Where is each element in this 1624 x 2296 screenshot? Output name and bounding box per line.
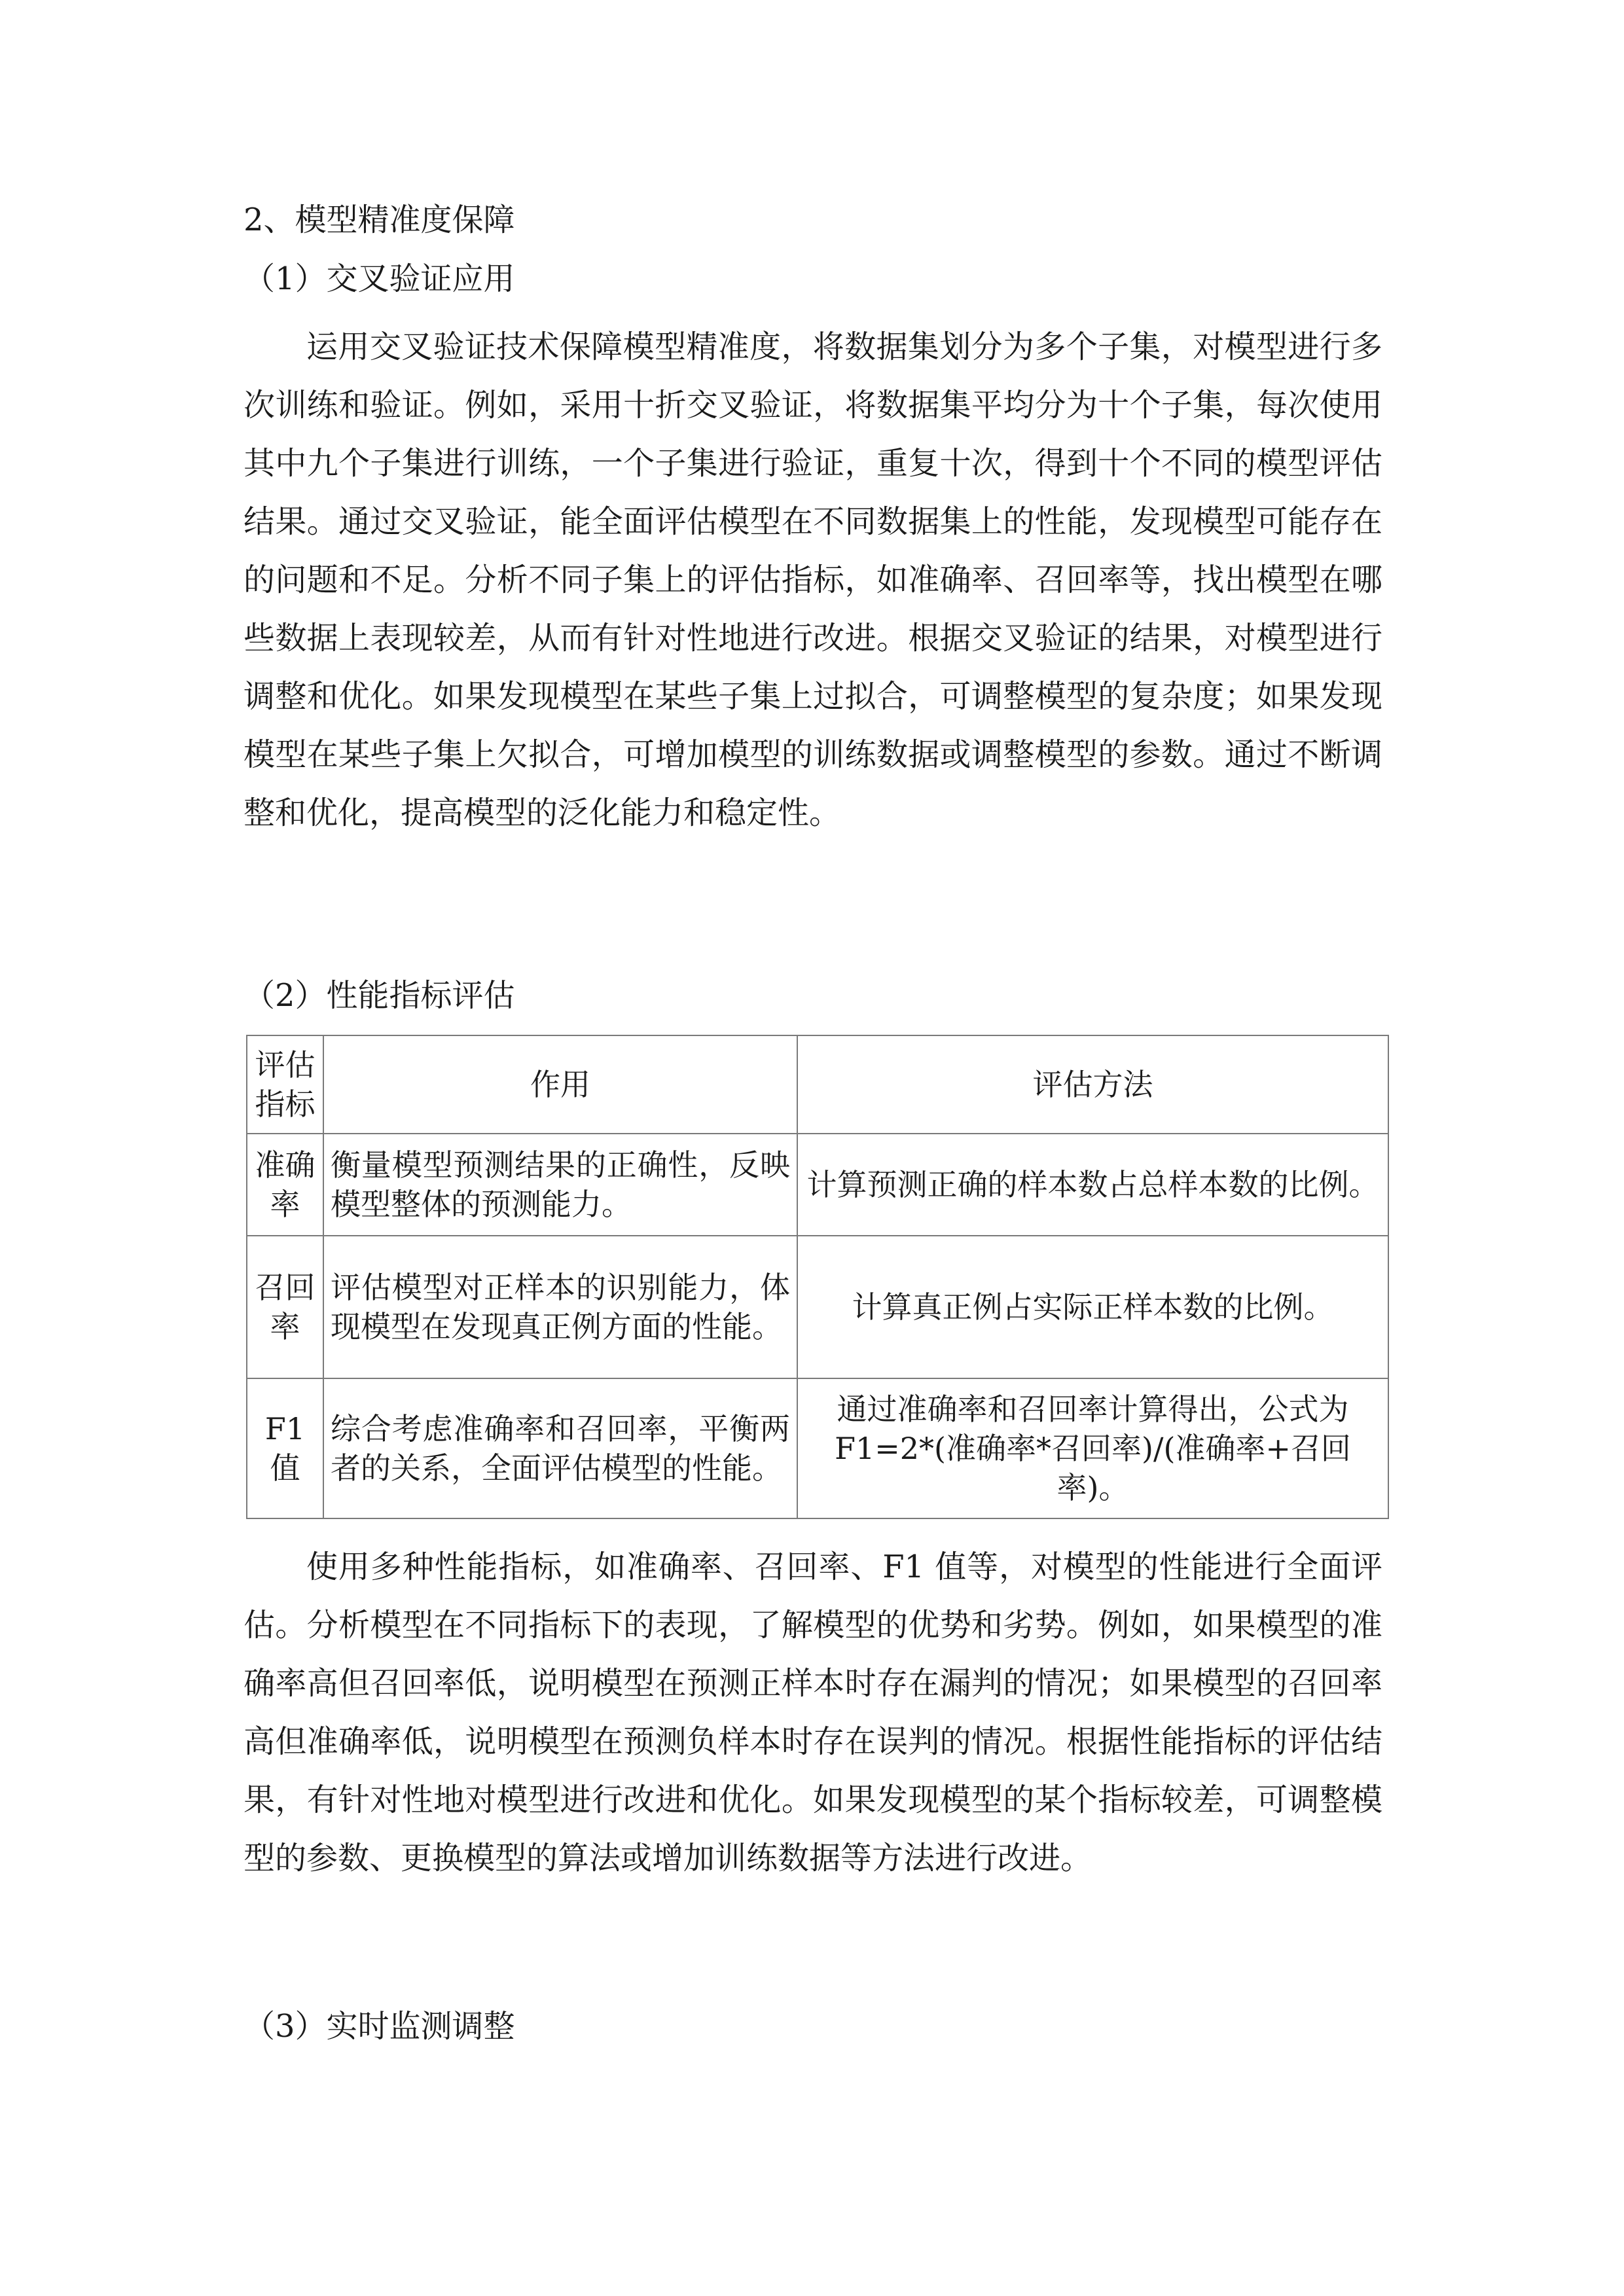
- table-row: [247, 1236, 1388, 1378]
- paragraph-cross-validation: 运用交叉验证技术保障模型精准度，将数据集划分为多个子集，对模型进行多次训练和验证。例如，采用十折交叉验证，将数据集平均分为十个子集，每次使用其中九个子集进行训练，一个子集进行验证，重复十次，得到十个不同的模型评估结果。通过交叉验证，能全面评估模型在不同数据集上的性能，发现模型可能存在的问题和不足。分析不同子集上的评估指标，如准确率、召回率等，找出模型在哪些数据上表现较差，从而有针对性地进行改进。根据交叉验证的结果，对模型进行调整和优化。如果发现模型在某些子集上过拟合，可调整模型的复杂度；如果发现模型在某些子集上欠拟合，可增加模型的训练数据或调整模型的参数。通过不断调整和优化，提高模型的泛化能力和稳定性。: [244, 329, 1382, 831]
- subsection-title-realtime-monitoring: （3）实时监测调整: [244, 2008, 515, 2045]
- cell-effect: 综合考虑准确率和召回率，平衡两者的关系，全面评估模型的性能。: [323, 1378, 797, 1518]
- cell-method: 计算真正例占实际正样本数的比例。: [797, 1236, 1388, 1378]
- section-title: 2、模型精准度保障: [244, 202, 515, 238]
- table-row: [247, 1378, 1388, 1518]
- cell-effect: 评估模型对正样本的识别能力，体现模型在发现真正例方面的性能。: [323, 1236, 797, 1378]
- cell-effect: 衡量模型预测结果的正确性，反映模型整体的预测能力。: [323, 1134, 797, 1236]
- paragraph-performance-metrics: 使用多种性能指标，如准确率、召回率、F1 值等，对模型的性能进行全面评估。分析模型在不同指标下的表现，了解模型的优势和劣势。例如，如果模型的准确率高但召回率低，说明模型在预测正样本时存在漏判的情况；如果模型的召回率高但准确率低，说明模型在预测负样本时存在误判的情况。根据性能指标的评估结果，有针对性地对模型进行改进和优化。如果发现模型的某个指标较差，可调整模型的参数、更换模型的算法或增加训练数据等方法进行改进。: [244, 1549, 1382, 1876]
- header-method: 评估方法: [797, 1035, 1388, 1134]
- subsection-title-cross-validation: （1）交叉验证应用: [244, 260, 515, 297]
- cell-metric: F1 值: [247, 1378, 323, 1518]
- cell-method: 计算预测正确的样本数占总样本数的比例。: [797, 1134, 1388, 1236]
- cell-metric: 准确率: [247, 1134, 323, 1236]
- table-header-row: [247, 1035, 1388, 1134]
- cell-metric: 召回率: [247, 1236, 323, 1378]
- header-effect: 作用: [323, 1035, 797, 1134]
- metrics-table: [246, 1035, 1389, 1519]
- header-metric: 评估指标: [247, 1035, 323, 1134]
- table-row: [247, 1134, 1388, 1236]
- subsection-title-performance-metrics: （2）性能指标评估: [244, 977, 515, 1014]
- cell-method: 通过准确率和召回率计算得出，公式为 F1=2*(准确率*召回率)/(准确率+召回率)。: [797, 1378, 1388, 1518]
